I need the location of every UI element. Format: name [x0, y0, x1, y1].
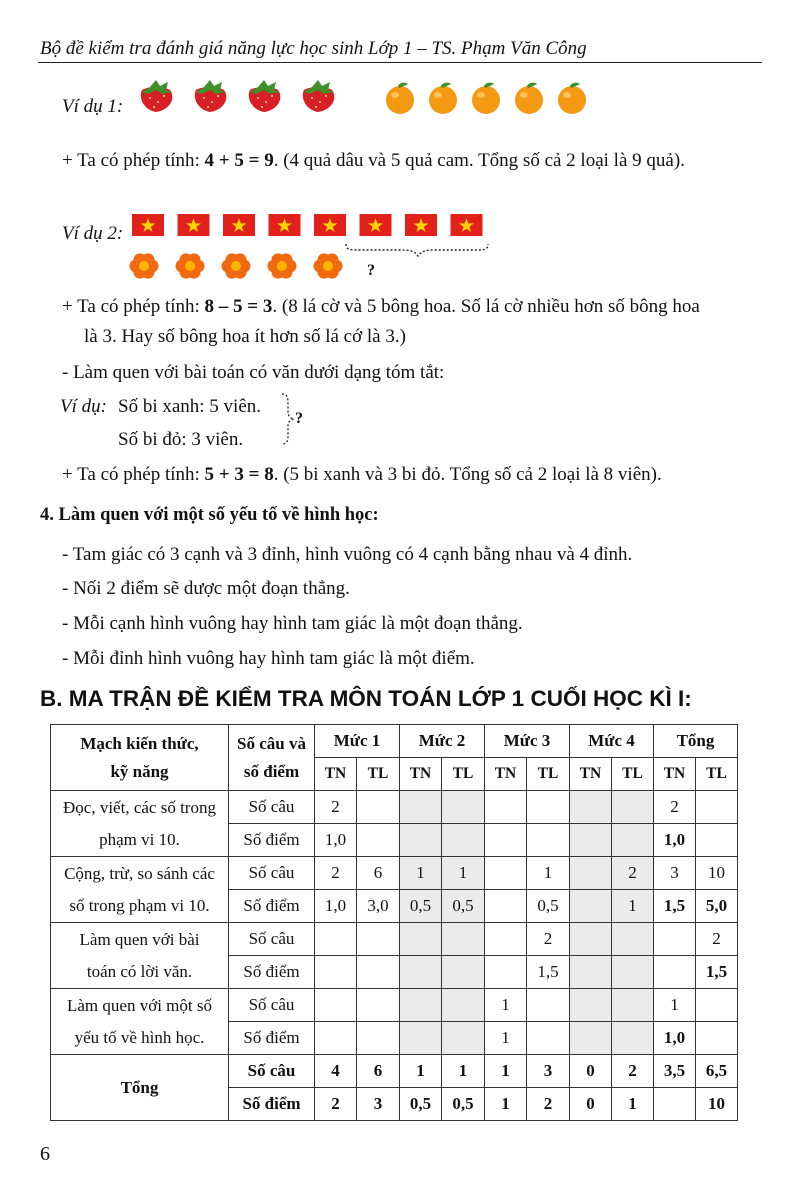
- table-cell: 1: [612, 1088, 654, 1121]
- table-cell: 1: [442, 1055, 485, 1088]
- table-cell: 10: [696, 857, 738, 890]
- row-type-label: Số điểm: [229, 824, 315, 857]
- header-sub-column: TN: [654, 758, 696, 791]
- table-cell: [315, 923, 357, 956]
- row-type-label: Số điểm: [229, 1022, 315, 1055]
- strawberry-icon: [195, 80, 227, 112]
- table-cell: 2: [654, 791, 696, 824]
- word-problem-note: [62, 464, 662, 486]
- knowledge-area-line: Làm quen với một số: [67, 995, 212, 1015]
- knowledge-area-cell: [51, 857, 229, 923]
- table-cell: 1: [485, 989, 527, 1022]
- table-cell: 2: [315, 857, 357, 890]
- table-cell: 1: [400, 857, 442, 890]
- header-sub-column: TL: [612, 758, 654, 791]
- table-cell: 2: [527, 1088, 570, 1121]
- total-label: Tổng: [51, 1055, 229, 1121]
- table-cell: 1: [442, 857, 485, 890]
- word-problem-equation: 5 + 3 = 8: [204, 464, 274, 485]
- table-cell: 2: [315, 1088, 357, 1121]
- table-cell: 1: [485, 1055, 527, 1088]
- flag-icon: [132, 214, 164, 236]
- example2-figures: [128, 212, 508, 282]
- word-problem-note-prefix: + Ta có phép tính:: [62, 464, 205, 485]
- header-line: Số câu và: [237, 733, 306, 753]
- example2-label: Ví dụ 2:: [62, 223, 124, 244]
- table-cell: 5,0: [696, 890, 738, 923]
- flag-icon: [223, 214, 255, 236]
- table-cell: 3: [357, 1088, 400, 1121]
- section4-title: 4. Làm quen với một số yếu tố về hình học:: [40, 505, 379, 525]
- example1-note-rest: . (4 quả dâu và 5 quả cam. Tổng số cả 2 loại là 9 quả).: [273, 150, 685, 171]
- table-row: [51, 989, 738, 1022]
- table-cell: [442, 923, 485, 956]
- table-cell: 1: [485, 1022, 527, 1055]
- table-cell: [485, 791, 527, 824]
- header-count-score: [229, 725, 315, 791]
- strawberry-icon: [249, 80, 281, 112]
- table-cell: [400, 1022, 442, 1055]
- orange-icon: [558, 83, 586, 114]
- row-type-label: Số câu: [229, 791, 315, 824]
- table-cell: 0,5: [400, 1088, 442, 1121]
- table-cell: [442, 989, 485, 1022]
- table-cell: [442, 956, 485, 989]
- header-level: Mức 4: [570, 725, 654, 758]
- table-cell: [400, 989, 442, 1022]
- orange-icon: [386, 83, 414, 114]
- table-cell: [570, 890, 612, 923]
- word-problem-question-mark: ?: [295, 410, 303, 427]
- table-cell: [570, 824, 612, 857]
- example2-note-rest: . (8 lá cờ và 5 bông hoa. Số lá cờ nhiều hơn số bông hoa: [272, 296, 700, 317]
- table-cell: 3: [654, 857, 696, 890]
- table-cell: [696, 989, 738, 1022]
- table-cell: [612, 989, 654, 1022]
- example2-question-mark: ?: [367, 262, 375, 279]
- table-cell: 3,5: [654, 1055, 696, 1088]
- row-type-label: Số câu: [229, 923, 315, 956]
- table-cell: [485, 824, 527, 857]
- knowledge-area-line: toán có lời văn.: [86, 961, 193, 981]
- knowledge-area-line: yếu tố về hình học.: [74, 1027, 205, 1047]
- table-cell: [696, 1022, 738, 1055]
- table-cell: [696, 824, 738, 857]
- table-cell: [315, 956, 357, 989]
- example1-note: [62, 150, 685, 172]
- table-row: [51, 857, 738, 890]
- table-cell: [400, 791, 442, 824]
- orange-icon: [429, 83, 457, 114]
- example2-equation: 8 – 5 = 3: [204, 296, 273, 317]
- table-cell: [570, 956, 612, 989]
- table-cell: 6: [357, 857, 400, 890]
- table-row: [51, 923, 738, 956]
- table-cell: [570, 791, 612, 824]
- strawberry-icon: [141, 80, 173, 112]
- table-cell: 3,0: [357, 890, 400, 923]
- table-cell: 0: [570, 1055, 612, 1088]
- table-cell: [654, 956, 696, 989]
- table-cell: 2: [612, 857, 654, 890]
- example1-equation: 4 + 5 = 9: [204, 150, 274, 171]
- table-cell: [485, 857, 527, 890]
- word-problem-note-rest: . (5 bi xanh và 3 bi đỏ. Tổng số cả 2 loại là 8 viên).: [273, 464, 662, 485]
- table-cell: [527, 791, 570, 824]
- header-level: Mức 3: [485, 725, 570, 758]
- brace-icon: [346, 244, 488, 256]
- header-level: Tổng: [654, 725, 738, 758]
- table-cell: [612, 1022, 654, 1055]
- table-cell: 2: [527, 923, 570, 956]
- table-cell: [612, 956, 654, 989]
- table-cell: 1,5: [696, 956, 738, 989]
- flag-icon: [314, 214, 346, 236]
- table-cell: 1,5: [527, 956, 570, 989]
- table-cell: [400, 824, 442, 857]
- table-cell: [527, 1022, 570, 1055]
- table-cell: 1,0: [654, 1022, 696, 1055]
- knowledge-area-line: Cộng, trừ, so sánh các: [64, 863, 215, 883]
- table-cell: 1: [527, 857, 570, 890]
- table-cell: [357, 824, 400, 857]
- header-level: Mức 1: [315, 725, 400, 758]
- table-cell: 2: [315, 791, 357, 824]
- header-sub-column: TL: [696, 758, 738, 791]
- header-sub-column: TN: [315, 758, 357, 791]
- table-cell: [570, 989, 612, 1022]
- header-sub-column: TN: [485, 758, 527, 791]
- table-cell: [570, 923, 612, 956]
- knowledge-area-line: Đọc, viết, các số trong: [63, 797, 216, 817]
- table-cell: 0,5: [442, 890, 485, 923]
- header-line: Mạch kiến thức,: [80, 733, 199, 753]
- flag-icon: [405, 214, 437, 236]
- table-cell: [570, 1022, 612, 1055]
- word-problem-label: Ví dụ:: [60, 396, 107, 417]
- word-problem-line2: Số bi đỏ: 3 viên.: [118, 429, 244, 450]
- example1-note-prefix: + Ta có phép tính:: [62, 150, 205, 171]
- table-cell: 2: [612, 1055, 654, 1088]
- header-sub-column: TN: [400, 758, 442, 791]
- flower-icon: [222, 253, 251, 278]
- table-cell: [485, 890, 527, 923]
- table-cell: [654, 1088, 696, 1121]
- table-cell: [400, 923, 442, 956]
- section4-bullet: - Nối 2 điểm sẽ dược một đoạn thẳng.: [62, 578, 350, 599]
- table-cell: 3: [527, 1055, 570, 1088]
- table-cell: 0,5: [442, 1088, 485, 1121]
- table-cell: [442, 824, 485, 857]
- table-cell: 1,5: [654, 890, 696, 923]
- header-sub-column: TL: [357, 758, 400, 791]
- section4-bullet: - Tam giác có 3 cạnh và 3 đỉnh, hình vuông có 4 cạnh bằng nhau và 4 đỉnh.: [62, 544, 633, 565]
- table-cell: 1,0: [315, 824, 357, 857]
- knowledge-area-cell: [51, 989, 229, 1055]
- strawberry-icon: [303, 80, 335, 112]
- table-row: [51, 791, 738, 824]
- example2-note: [62, 296, 700, 318]
- row-type-label: Số câu: [229, 857, 315, 890]
- example1-label: Ví dụ 1:: [62, 96, 124, 117]
- flag-icon: [269, 214, 301, 236]
- table-cell: 0,5: [527, 890, 570, 923]
- example2-note-prefix: + Ta có phép tính:: [62, 296, 205, 317]
- table-cell: 10: [696, 1088, 738, 1121]
- knowledge-area-cell: [51, 923, 229, 989]
- table-cell: [612, 923, 654, 956]
- header-sub-column: TL: [527, 758, 570, 791]
- flower-icon: [130, 253, 159, 278]
- flower-icon: [176, 253, 205, 278]
- row-type-label: Số điểm: [229, 956, 315, 989]
- header-sub-column: TN: [570, 758, 612, 791]
- header-sub-column: TL: [442, 758, 485, 791]
- table-cell: [612, 824, 654, 857]
- header-rule: [38, 62, 762, 63]
- flag-icon: [451, 214, 483, 236]
- row-type-label: Số câu: [229, 989, 315, 1022]
- flag-icon: [178, 214, 210, 236]
- table-cell: 1,0: [654, 824, 696, 857]
- table-cell: [357, 989, 400, 1022]
- table-cell: 1: [612, 890, 654, 923]
- table-cell: [357, 791, 400, 824]
- section4-bullet: - Mỗi cạnh hình vuông hay hình tam giác là một đoạn thẳng.: [62, 613, 523, 634]
- row-type-label: Số điểm: [229, 1088, 315, 1121]
- table-cell: [357, 956, 400, 989]
- table-cell: [527, 824, 570, 857]
- flower-icon: [268, 253, 297, 278]
- table-cell: 1: [485, 1088, 527, 1121]
- table-cell: [570, 857, 612, 890]
- knowledge-area-line: Làm quen với bài: [79, 929, 200, 949]
- orange-icon: [515, 83, 543, 114]
- table-cell: [400, 956, 442, 989]
- table-cell: 1: [654, 989, 696, 1022]
- table-cell: 6: [357, 1055, 400, 1088]
- section4-bullet: - Mỗi đỉnh hình vuông hay hình tam giác là một điểm.: [62, 648, 475, 669]
- header-knowledge-area: [51, 725, 229, 791]
- sectionB-title: B. MA TRẬN ĐỀ KIỂM TRA MÔN TOÁN LỚP 1 CUỐI HỌC KÌ I:: [40, 686, 692, 711]
- table-cell: [357, 923, 400, 956]
- knowledge-area-line: phạm vi 10.: [99, 829, 180, 849]
- header-line: kỹ năng: [110, 761, 169, 781]
- table-cell: 0: [570, 1088, 612, 1121]
- table-cell: [696, 791, 738, 824]
- word-problem-line1: Số bi xanh: 5 viên.: [118, 396, 262, 417]
- table-cell: 1,0: [315, 890, 357, 923]
- table-cell: 2: [696, 923, 738, 956]
- table-cell: [442, 1022, 485, 1055]
- word-problem-intro: - Làm quen với bài toán có văn dưới dạng tóm tắt:: [62, 362, 445, 383]
- knowledge-area-cell: [51, 791, 229, 857]
- knowledge-area-line: số trong phạm vi 10.: [69, 895, 210, 915]
- flag-icon: [360, 214, 392, 236]
- table-cell: [527, 989, 570, 1022]
- table-cell: [442, 791, 485, 824]
- table-cell: [357, 1022, 400, 1055]
- table-cell: [612, 791, 654, 824]
- table-row: [51, 1055, 738, 1088]
- table-cell: [654, 923, 696, 956]
- example2-note-line2: là 3. Hay số bông hoa ít hơn số lá cớ là 3.): [84, 326, 406, 347]
- table-cell: [485, 923, 527, 956]
- table-cell: [485, 956, 527, 989]
- row-type-label: Số điểm: [229, 890, 315, 923]
- page-number: 6: [40, 1143, 50, 1165]
- flower-icon: [314, 253, 343, 278]
- header-level: Mức 2: [400, 725, 485, 758]
- table-cell: [315, 989, 357, 1022]
- table-cell: 1: [400, 1055, 442, 1088]
- table-cell: 6,5: [696, 1055, 738, 1088]
- assessment-matrix-table: [50, 724, 738, 1121]
- table-cell: 0,5: [400, 890, 442, 923]
- header-line: số điểm: [243, 761, 300, 781]
- table-cell: 4: [315, 1055, 357, 1088]
- running-header: Bộ đề kiểm tra đánh giá năng lực học sinh Lớp 1 – TS. Phạm Văn Công: [40, 38, 587, 59]
- example1-fruit-row: [136, 80, 596, 116]
- orange-icon: [472, 83, 500, 114]
- row-type-label: Số câu: [229, 1055, 315, 1088]
- table-cell: [315, 1022, 357, 1055]
